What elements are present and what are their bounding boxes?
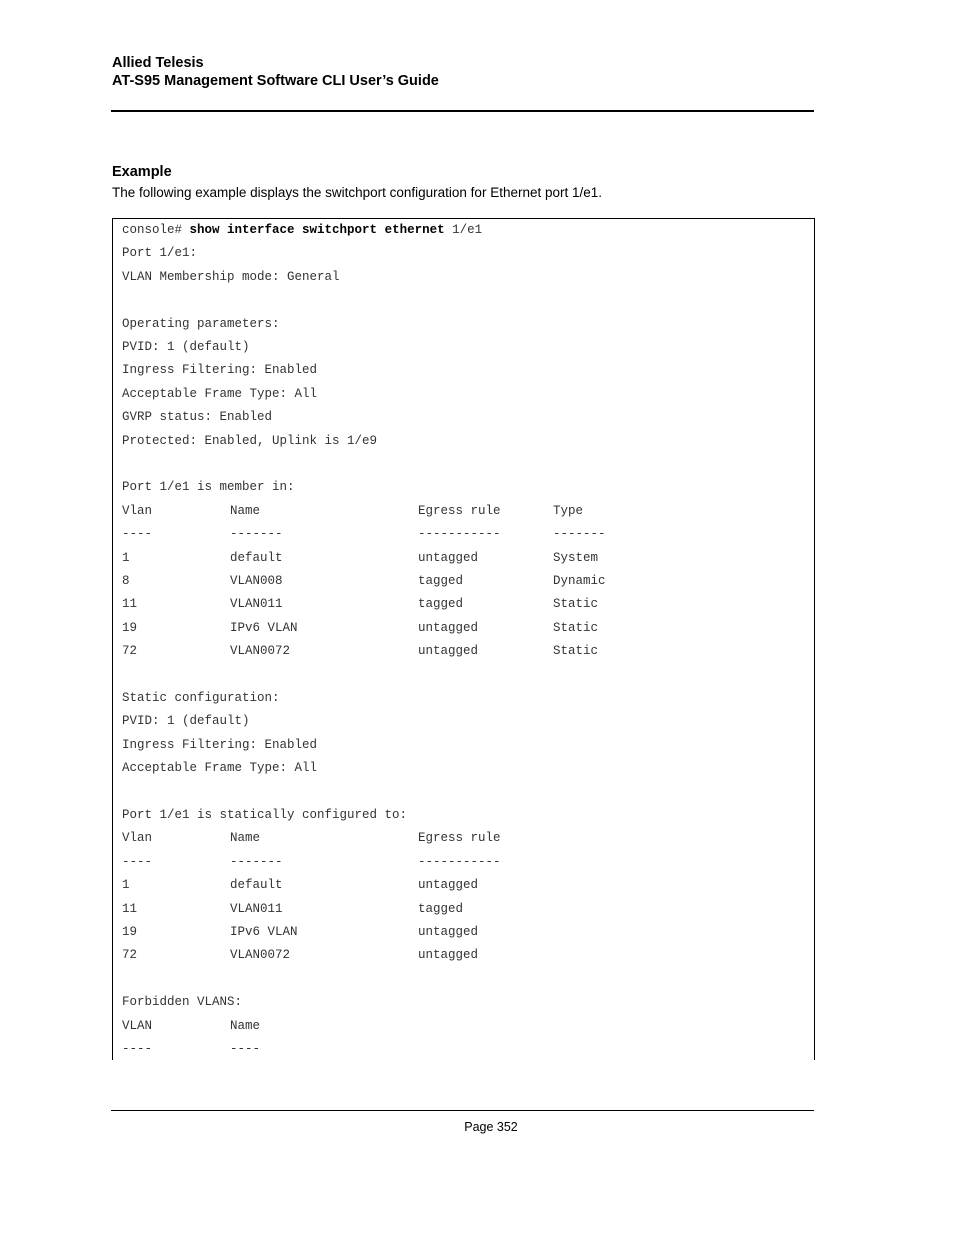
footer-divider — [111, 1110, 814, 1111]
operating-line: Acceptable Frame Type: All — [122, 386, 318, 401]
table-row — [122, 944, 802, 967]
table-row — [122, 593, 802, 616]
header-divider — [111, 110, 814, 112]
table-cell: Static — [553, 644, 599, 659]
table-cell: 11 — [122, 901, 138, 916]
table-header-cell: VLAN — [122, 1018, 153, 1033]
operating-line: GVRP status: Enabled — [122, 410, 273, 425]
table-cell: System — [553, 550, 599, 565]
table-cell: untagged — [418, 550, 479, 565]
table-cell: default — [230, 878, 283, 893]
member-table-header — [122, 500, 802, 523]
member-table-separator — [122, 523, 802, 546]
company-name: Allied Telesis — [112, 55, 204, 71]
table-cell: IPv6 VLAN — [230, 620, 298, 635]
table-cell: Static — [553, 620, 599, 635]
command-argument: 1/e1 — [452, 223, 483, 237]
static-line: Acceptable Frame Type: All — [122, 761, 318, 776]
table-cell: Dynamic — [553, 574, 606, 588]
table-header-cell: Vlan — [122, 503, 153, 518]
table-cell: 1 — [122, 878, 130, 893]
table-cell: 72 — [122, 644, 138, 659]
table-cell: VLAN0072 — [230, 948, 291, 963]
console-prompt: console# — [122, 223, 183, 237]
port-line: Port 1/e1: — [122, 246, 198, 261]
table-row — [122, 921, 802, 944]
member-heading: Port 1/e1 is member in: — [122, 480, 295, 495]
forbidden-table-separator — [122, 1038, 802, 1061]
static-table-separator — [122, 851, 802, 874]
table-row — [122, 617, 802, 640]
table-cell: 19 — [122, 925, 138, 939]
table-cell: untagged — [418, 620, 479, 635]
table-header-cell: Vlan — [122, 831, 153, 846]
table-cell: 11 — [122, 597, 138, 612]
table-cell: default — [230, 550, 283, 565]
table-cell: Static — [553, 597, 599, 612]
table-row — [122, 874, 802, 897]
table-cell: untagged — [418, 948, 479, 963]
table-row — [122, 898, 802, 921]
section-title: Example — [112, 164, 172, 180]
section-description: The following example displays the switchport configuration for Ethernet port 1/e1. — [112, 185, 603, 200]
table-cell: untagged — [418, 925, 479, 939]
command-line — [122, 219, 482, 242]
separator-cell: ---- — [230, 1042, 261, 1056]
separator-cell: ------- — [230, 527, 283, 542]
table-cell: VLAN011 — [230, 901, 283, 916]
separator-cell: ---- — [122, 527, 153, 542]
table-row — [122, 640, 802, 663]
table-cell: 19 — [122, 620, 138, 635]
separator-cell: ---- — [122, 854, 153, 869]
table-row — [122, 570, 802, 593]
table-cell: untagged — [418, 878, 479, 893]
static-line: PVID: 1 (default) — [122, 714, 250, 729]
separator-cell: ----------- — [418, 854, 501, 869]
operating-line: PVID: 1 (default) — [122, 340, 250, 354]
table-cell: untagged — [418, 644, 479, 659]
code-example-box — [112, 218, 815, 1060]
separator-cell: ------- — [553, 527, 606, 542]
table-row — [122, 547, 802, 570]
static-table-header — [122, 827, 802, 850]
table-cell: VLAN0072 — [230, 644, 291, 659]
table-cell: tagged — [418, 597, 464, 612]
static-line: Ingress Filtering: Enabled — [122, 737, 318, 752]
table-cell: tagged — [418, 574, 464, 588]
forbidden-table-header — [122, 1015, 802, 1038]
guide-title: AT-S95 Management Software CLI User’s Guide — [112, 73, 439, 89]
table-cell: 72 — [122, 948, 138, 963]
table-header-cell: Type — [553, 503, 584, 518]
vlan-mode-line: VLAN Membership mode: General — [122, 269, 340, 284]
separator-cell: ----------- — [418, 527, 501, 542]
table-cell: tagged — [418, 901, 464, 916]
table-header-cell: Egress rule — [418, 503, 501, 518]
table-cell: VLAN008 — [230, 574, 283, 588]
table-header-cell: Name — [230, 503, 261, 518]
static-heading: Static configuration: — [122, 691, 280, 705]
table-header-cell: Egress rule — [418, 831, 501, 846]
table-header-cell: Name — [230, 1018, 261, 1033]
operating-line: Ingress Filtering: Enabled — [122, 363, 318, 378]
table-cell: IPv6 VLAN — [230, 925, 298, 939]
command-text: show interface switchport ethernet — [189, 223, 445, 237]
separator-cell: ------- — [230, 854, 283, 869]
separator-cell: ---- — [122, 1042, 153, 1056]
operating-heading: Operating parameters: — [122, 316, 280, 331]
table-cell: 8 — [122, 574, 130, 588]
forbidden-heading: Forbidden VLANS: — [122, 995, 243, 1010]
operating-line: Protected: Enabled, Uplink is 1/e9 — [122, 433, 378, 448]
static-member-heading: Port 1/e1 is statically configured to: — [122, 808, 408, 822]
table-header-cell: Name — [230, 831, 261, 846]
page-number: Page 352 — [464, 1120, 518, 1134]
table-cell: VLAN011 — [230, 597, 283, 612]
table-cell: 1 — [122, 550, 130, 565]
